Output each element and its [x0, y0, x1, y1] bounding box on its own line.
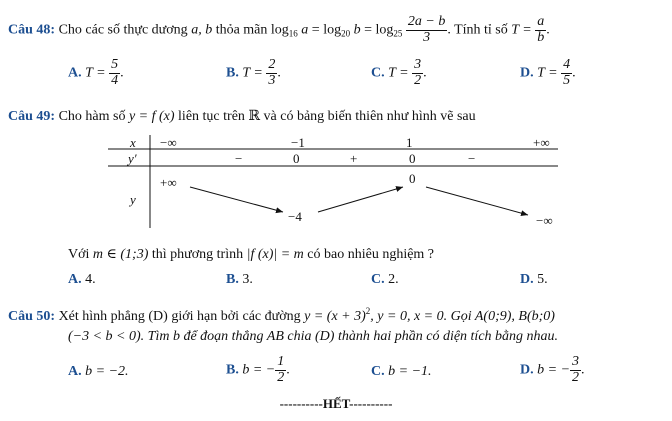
q50-option-d[interactable]: D. b = − $\frac{3}{2}$ .	[520, 354, 585, 385]
frac-num: 2a − b	[407, 14, 446, 29]
q49-pre: Với	[68, 247, 90, 262]
T-den: b	[537, 29, 545, 45]
sign: 0	[293, 151, 300, 166]
opt-label: D.	[520, 362, 534, 378]
q48-tinh: . Tính tỉ số	[447, 22, 512, 38]
q49-option-b[interactable]	[226, 272, 253, 288]
q49-eq: |f (x)| = m	[246, 247, 304, 262]
opt-pre: T =	[85, 65, 106, 81]
opt-frac	[561, 58, 572, 88]
opt-value: b = −2.	[85, 364, 129, 379]
opt-frac	[109, 58, 120, 88]
q49-label: Câu 49:	[8, 109, 56, 124]
var-b: b	[353, 22, 361, 38]
q50-line	[8, 306, 555, 325]
sign: −	[235, 151, 243, 166]
q49-text2: liên tục trên ℝ và có bảng biến thiên như hình vẽ sau	[178, 109, 476, 124]
eq1: =	[311, 22, 320, 38]
opt-label: D.	[520, 272, 534, 287]
T-label: T =	[511, 22, 532, 38]
log3: log	[375, 22, 394, 38]
frac-num: 4	[563, 57, 571, 72]
T-num: a	[537, 14, 545, 29]
q48-text-mid: thỏa mãn	[212, 22, 271, 38]
frac-den: 4	[111, 72, 119, 88]
opt-label: C.	[371, 65, 385, 81]
eq2: =	[364, 22, 372, 38]
x-val: 1	[406, 135, 413, 150]
q48-label: Câu 48:	[8, 22, 56, 38]
frac-den: 2	[414, 72, 422, 88]
opt-label: A.	[68, 65, 82, 81]
opt-pre: b = −	[537, 362, 571, 378]
opt-frac	[570, 355, 581, 385]
x-val: −1	[291, 135, 305, 150]
opt-value: 3.	[242, 272, 253, 287]
opt-pre: T =	[388, 65, 409, 81]
sign: +	[350, 151, 358, 166]
var-a: a	[301, 22, 309, 38]
q50-rest: , y = 0, x = 0. Gọi A(0;9), B(b;0)	[370, 309, 555, 324]
opt-label: B.	[226, 362, 239, 378]
opt-value: 2.	[388, 272, 399, 287]
opt-frac	[275, 355, 286, 385]
q49-m: m ∈ (1;3)	[92, 247, 149, 262]
sign: 0	[409, 151, 416, 166]
x-val: +∞	[533, 135, 550, 150]
q50-curve: y = (x + 3)	[304, 309, 366, 324]
opt-pre: T =	[537, 65, 558, 81]
opt-label: C.	[371, 364, 385, 379]
frac-num: 1	[277, 354, 285, 369]
q48-text: Cho các số thực dương	[58, 22, 192, 38]
base16: 16	[288, 28, 298, 39]
x-val: −∞	[160, 135, 177, 150]
T-fraction	[535, 15, 546, 45]
q50-label: Câu 50:	[8, 309, 56, 324]
q48-option-a[interactable]: A. T = $\frac{5}{4}$ .	[68, 57, 124, 88]
frac-den: 3	[268, 72, 276, 88]
y-val: 0	[409, 171, 416, 186]
frac-num: 2	[268, 57, 276, 72]
frac-den: 3	[423, 29, 431, 45]
table-x-label: x	[130, 135, 136, 150]
q50-line2	[68, 329, 558, 345]
q49-line2	[68, 246, 434, 263]
q48-fraction	[406, 15, 447, 45]
opt-label: B.	[226, 65, 239, 81]
frac-num: 3	[414, 57, 422, 72]
q50-option-c[interactable]	[371, 364, 432, 380]
y-val: −∞	[536, 213, 553, 228]
opt-label: D.	[520, 65, 534, 81]
q49-line	[8, 108, 476, 125]
q49-post: có bao nhiêu nghiệm ?	[307, 247, 435, 262]
q50-text2: (−3 < b < 0). Tìm b để đoạn thẳng AB chia (D) thành hai phần có diện tích bằng nhau.	[68, 329, 559, 344]
log2: log	[323, 22, 342, 38]
q50-sq: 2	[365, 306, 371, 316]
q49-mid: thì phương trình	[151, 247, 244, 262]
y-val: +∞	[160, 175, 177, 190]
q48-line: Câu 48: Cho các số thực dương a, b thỏa mãn $\log_{16} a = \log_{20} b = \log_{25}$ $\frac{2a - b}{3}$ . Tính tỉ số T = $\frac{a}{b}$ .	[8, 14, 550, 45]
opt-label: A.	[68, 272, 82, 287]
variation-table	[108, 135, 558, 230]
q49-option-a[interactable]	[68, 272, 96, 288]
frac-num: 5	[111, 57, 119, 72]
opt-label: A.	[68, 364, 82, 379]
q48-option-c[interactable]: C. T = $\frac{3}{2}$ .	[371, 57, 427, 88]
arrow-down-1	[190, 187, 283, 212]
opt-pre: T =	[242, 65, 263, 81]
base25: 25	[393, 28, 403, 39]
opt-frac	[266, 58, 277, 88]
sign: −	[468, 151, 476, 166]
q48-ab: a, b	[191, 22, 213, 38]
log1: log	[270, 22, 289, 38]
frac-den: 2	[572, 369, 580, 385]
frac-den: 5	[563, 72, 571, 88]
q49-text: Cho hàm số	[58, 109, 126, 124]
q50-text: Xét hình phẳng (D) giới hạn bởi các đường	[58, 309, 301, 324]
opt-value: 5.	[537, 272, 548, 287]
q49-option-c[interactable]	[371, 272, 399, 288]
end-marker: ----------HẾT----------	[279, 396, 393, 411]
q49-func: y = f (x)	[128, 109, 175, 124]
arrow-down-2	[426, 187, 528, 215]
base20: 20	[341, 28, 351, 39]
q49-option-d[interactable]	[520, 272, 548, 288]
opt-label: B.	[226, 272, 239, 287]
frac-num: 3	[572, 354, 580, 369]
q48-option-b[interactable]: B. T = $\frac{2}{3}$ .	[226, 57, 281, 88]
y-val: −4	[288, 209, 302, 224]
table-yprime-label: y′	[128, 151, 137, 166]
q48-option-d[interactable]: D. T = $\frac{4}{5}$ .	[520, 57, 576, 88]
opt-value: 4.	[85, 272, 96, 287]
table-y-label: y	[130, 192, 136, 207]
arrow-up	[318, 187, 403, 212]
q50-option-a[interactable]	[68, 364, 129, 380]
opt-pre: b = −	[242, 362, 276, 378]
q50-option-b[interactable]: B. b = − $\frac{1}{2}$ .	[226, 354, 290, 385]
opt-label: C.	[371, 272, 385, 287]
frac-den: 2	[277, 369, 285, 385]
opt-value: b = −1.	[388, 364, 432, 379]
opt-frac	[412, 58, 423, 88]
